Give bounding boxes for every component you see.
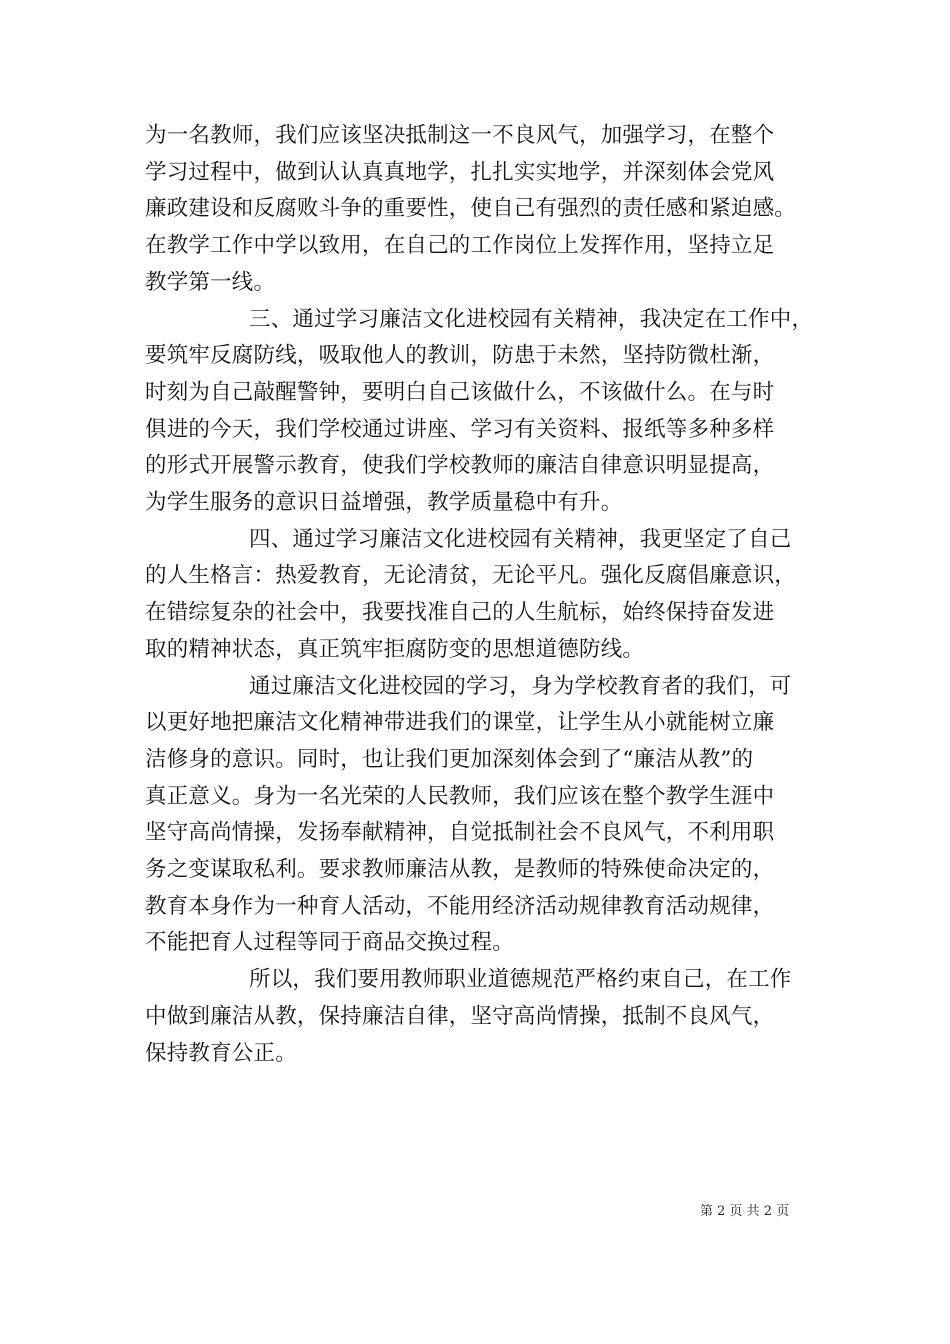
text-line: 教育本身作为一种育人活动，不能用经济活动规律教育活动规律， — [145, 893, 775, 919]
text-line: 真正意义。身为一名光荣的人民教师，我们应该在整个教学生涯中 — [145, 783, 775, 809]
text-line: 在错综复杂的社会中，我要找准自己的人生航标，始终保持奋发进 — [145, 600, 775, 626]
text-line: 中做到廉洁从教，保持廉洁自律，坚守高尚情操，抵制不良风气， — [145, 1003, 775, 1029]
paragraph-four-start: 四、通过学习廉洁文化进校园有关精神，我更坚定了自己 — [249, 526, 792, 552]
text-line: 务之变谋取私利。要求教师廉洁从教，是教师的特殊使命决定的， — [145, 857, 775, 883]
text-line: 时刻为自己敲醒警钟，要明白自己该做什么，不该做什么。在与时 — [145, 379, 775, 405]
text-line: 以更好地把廉洁文化精神带进我们的课堂，让学生从小就能树立廉 — [145, 710, 775, 736]
text-line: 为一名教师，我们应该坚决抵制这一不良风气，加强学习，在整个 — [145, 123, 775, 148]
text-line: 为学生服务的意识日益增强，教学质量稳中有升。 — [145, 490, 623, 516]
text-line: 廉政建设和反腐败斗争的重要性，使自己有强烈的责任感和紧迫感。 — [145, 196, 797, 222]
text-line: 不能把育人过程等同于商品交换过程。 — [145, 930, 514, 956]
paragraph-three-start: 三、通过学习廉洁文化进校园有关精神，我决定在工作中， — [249, 306, 814, 332]
text-line: 在教学工作中学以致用，在自己的工作岗位上发挥作用，坚持立足 — [145, 233, 775, 259]
text-line: 取的精神状态，真正筑牢拒腐防变的思想道德防线。 — [145, 636, 645, 662]
text-line: 的形式开展警示教育，使我们学校教师的廉洁自律意识明显提高， — [145, 453, 775, 479]
text-line: 学习过程中，做到认认真真地学，扎扎实实地学，并深刻体会党风 — [145, 159, 775, 185]
document-body — [145, 118, 825, 1072]
text-line: 坚守高尚情操，发扬奉献精神，自觉抵制社会不良风气，不利用职 — [145, 820, 775, 846]
page-number-footer: 第 2 页 共 2 页 — [700, 1204, 790, 1219]
paragraph-summary-start: 通过廉洁文化进校园的学习，身为学校教育者的我们，可 — [249, 673, 792, 699]
paragraph-conclusion-start: 所以，我们要用教师职业道德规范严格约束自己，在工作 — [249, 967, 792, 993]
text-line: 的人生格言：热爱教育，无论清贫，无论平凡。强化反腐倡廉意识， — [145, 563, 797, 589]
text-line: 要筑牢反腐防线，吸取他人的教训，防患于未然，坚持防微杜渐， — [145, 343, 775, 369]
text-line: 洁修身的意识。同时，也让我们更加深刻体会到了“廉洁从教”的 — [145, 746, 754, 772]
text-line: 教学第一线。 — [145, 269, 276, 295]
text-line: 俱进的今天，我们学校通过讲座、学习有关资料、报纸等多种多样 — [145, 416, 775, 442]
text-line: 保持教育公正。 — [145, 1040, 297, 1066]
